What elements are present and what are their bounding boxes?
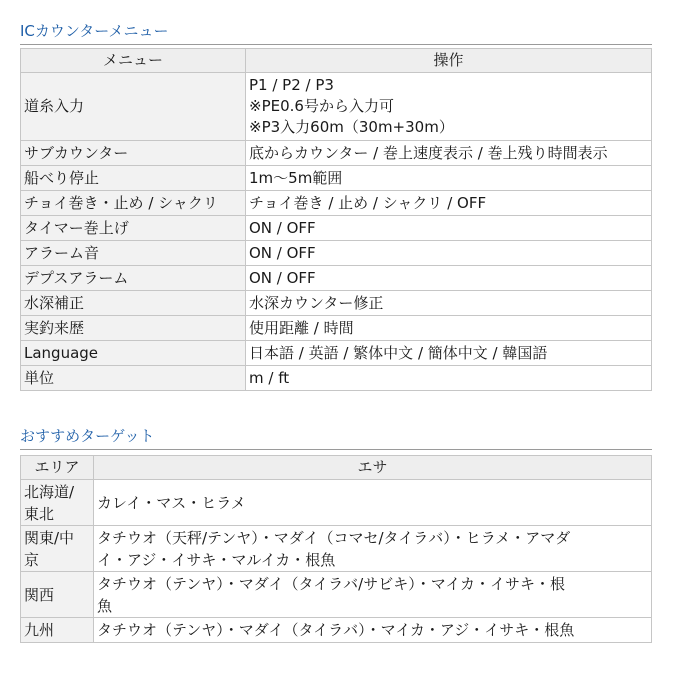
table-row	[21, 341, 652, 366]
table-row	[21, 73, 652, 141]
menu-name: 単位	[21, 366, 246, 391]
table-row	[21, 618, 652, 643]
table-row	[21, 141, 652, 166]
table-header-row	[21, 49, 652, 73]
menu-name: アラーム音	[21, 241, 246, 266]
table-row	[21, 216, 652, 241]
table-row	[21, 166, 652, 191]
menu-name: 水深補正	[21, 291, 246, 316]
table-row	[21, 572, 652, 618]
menu-name: 船べり停止	[21, 166, 246, 191]
menu-operation: 底からカウンター / 巻上速度表示 / 巻上残り時間表示	[246, 141, 652, 166]
menu-operation: チョイ巻き / 止め / シャクリ / OFF	[246, 191, 652, 216]
target-section	[20, 426, 652, 643]
menu-name: Language	[21, 341, 246, 366]
column-header-area: エリア	[21, 456, 94, 480]
operation-line: P1 / P2 / P3	[249, 76, 334, 94]
column-header-menu: メニュー	[21, 49, 246, 73]
table-row	[21, 291, 652, 316]
bait-list	[94, 572, 652, 618]
menu-operation: ON / OFF	[246, 241, 652, 266]
area-line: 関東/中	[24, 528, 75, 547]
menu-section	[20, 21, 652, 391]
operation-line: ※P3入力60m（30m+30m）	[249, 118, 454, 136]
column-header-bait: エサ	[94, 456, 652, 480]
menu-operation: 水深カウンター修正	[246, 291, 652, 316]
target-section-title: おすすめターゲット	[20, 426, 652, 450]
bait-line: タチウオ（天秤/テンヤ）・マダイ（コマセ/タイラバ）・ヒラメ・アマダ	[97, 528, 571, 547]
area-line: 京	[24, 550, 40, 569]
table-row	[21, 241, 652, 266]
bait-list: カレイ・マス・ヒラメ	[94, 480, 652, 526]
column-header-operation: 操作	[246, 49, 652, 73]
menu-name: デプスアラーム	[21, 266, 246, 291]
menu-operation: ON / OFF	[246, 216, 652, 241]
table-row	[21, 316, 652, 341]
target-table	[20, 455, 652, 643]
menu-table	[20, 48, 652, 391]
table-row	[21, 191, 652, 216]
bait-list: タチウオ（テンヤ）・マダイ（タイラバ）・マイカ・アジ・イサキ・根魚	[94, 618, 652, 643]
menu-name: サブカウンター	[21, 141, 246, 166]
table-header-row	[21, 456, 652, 480]
bait-list	[94, 526, 652, 572]
area-line: 東北	[24, 504, 55, 523]
menu-section-title: ICカウンターメニュー	[20, 21, 652, 45]
bait-line: イ・アジ・イサキ・マルイカ・根魚	[97, 550, 336, 569]
menu-operation: 使用距離 / 時間	[246, 316, 652, 341]
menu-operation: ON / OFF	[246, 266, 652, 291]
menu-name: 道糸入力	[21, 73, 246, 141]
area-name: 九州	[21, 618, 94, 643]
menu-operation: 1m〜5m範囲	[246, 166, 652, 191]
table-row	[21, 480, 652, 526]
table-row	[21, 266, 652, 291]
bait-line: 魚	[97, 596, 113, 615]
operation-line: ※PE0.6号から入力可	[249, 97, 394, 115]
menu-operation: 日本語 / 英語 / 繁体中文 / 簡体中文 / 韓国語	[246, 341, 652, 366]
area-name	[21, 526, 94, 572]
menu-operation	[246, 73, 652, 141]
menu-name: 実釣来歴	[21, 316, 246, 341]
table-row	[21, 526, 652, 572]
table-row	[21, 366, 652, 391]
area-line: 北海道/	[24, 482, 75, 501]
area-name: 関西	[21, 572, 94, 618]
menu-name: タイマー巻上げ	[21, 216, 246, 241]
menu-operation: m / ft	[246, 366, 652, 391]
menu-name: チョイ巻き・止め / シャクリ	[21, 191, 246, 216]
bait-line: タチウオ（テンヤ）・マダイ（タイラバ/サビキ）・マイカ・イサキ・根	[97, 574, 565, 593]
area-name	[21, 480, 94, 526]
